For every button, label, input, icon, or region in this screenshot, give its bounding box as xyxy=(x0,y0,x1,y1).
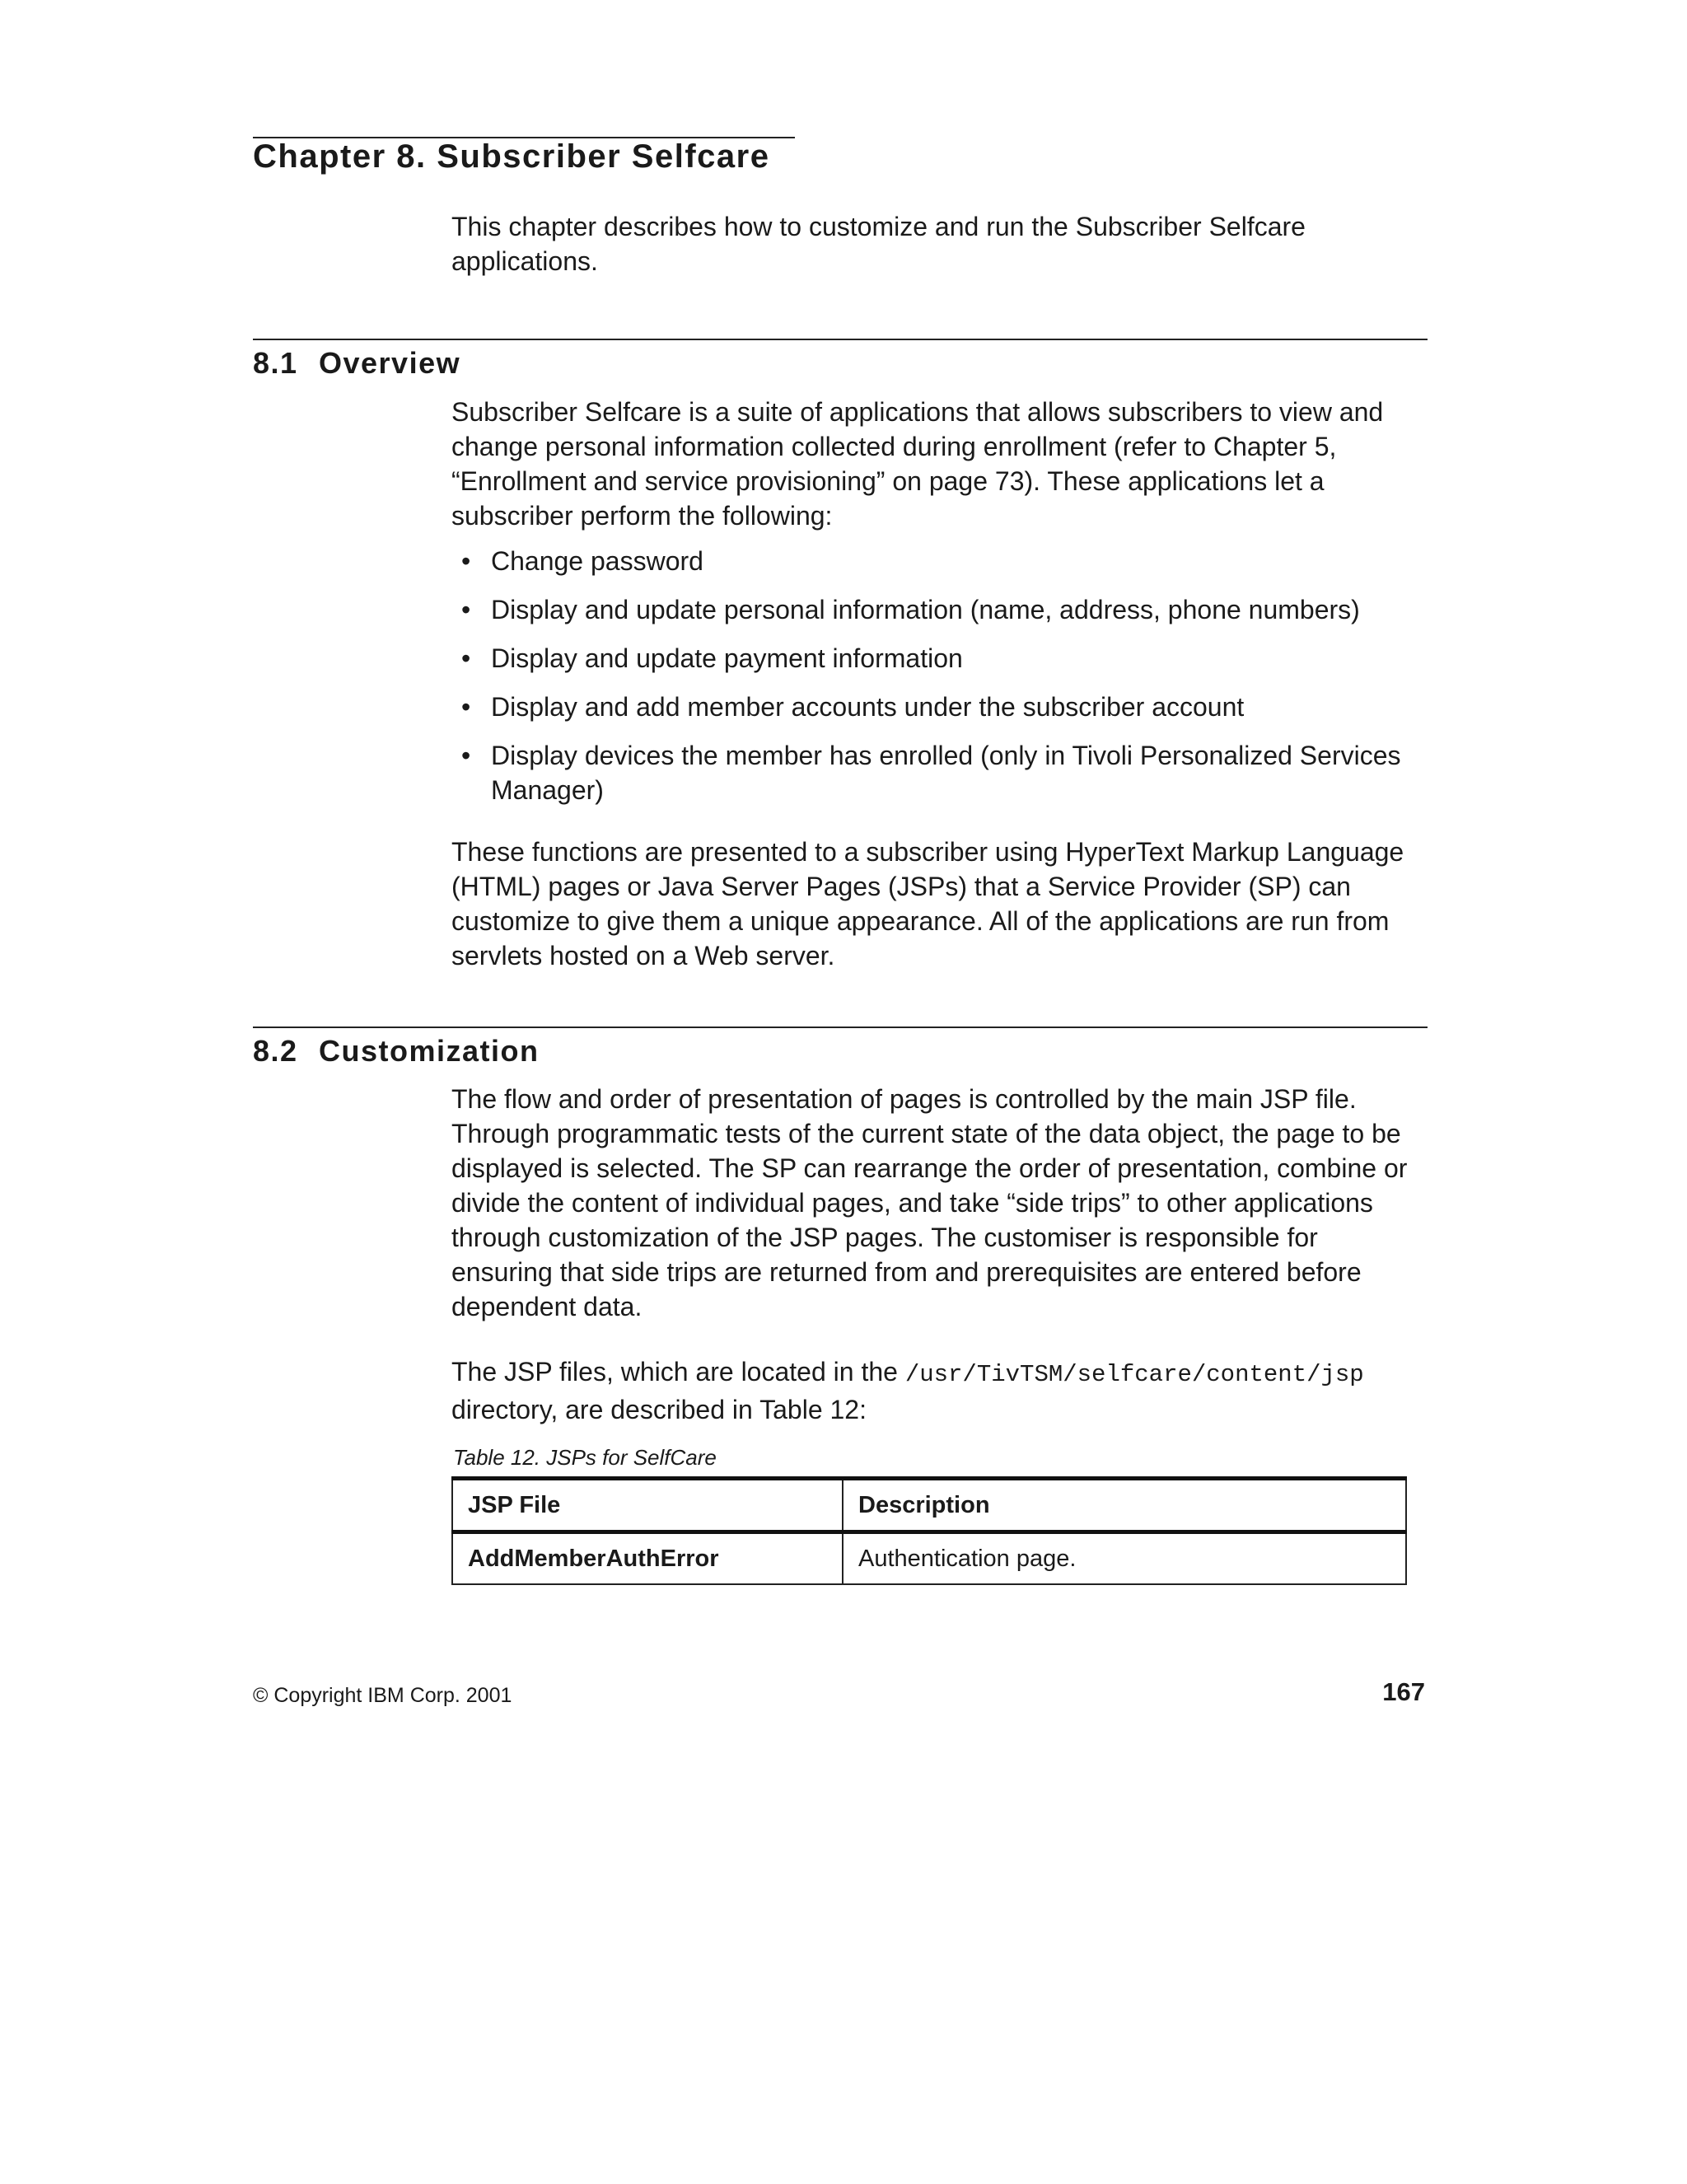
section-heading-overview xyxy=(253,344,460,382)
customization-paragraph-1: The flow and order of presentation of pages is controlled by the main JSP file. Through programmatic tests of the current state of the data object, the page to be displayed is selected. The SP can rearrange the order of presentation, combine or divide the content of individual pages, and take “side trips” to other applications through customization of the JSP pages. The customiser is responsible for ensuring that side trips are returned from and prerequisites are entered before dependent data. xyxy=(451,1084,1408,1321)
list-item: • Display and update payment information xyxy=(461,641,1433,676)
section-rule-customization xyxy=(253,1027,1428,1028)
paragraph-text: The JSP files, which are located in the xyxy=(451,1357,905,1387)
table-caption: Table 12. JSPs for SelfCare xyxy=(453,1445,717,1470)
list-item: • Display and update personal information (name, address, phone numbers) xyxy=(461,592,1433,627)
footer-copyright: © Copyright IBM Corp. 2001 xyxy=(253,1684,512,1707)
section-number: 8.2 xyxy=(253,1034,298,1068)
feature-list xyxy=(461,544,1433,821)
section-heading-text: Overview xyxy=(319,346,461,380)
list-item: • Display and add member accounts under the subscriber account xyxy=(461,690,1433,724)
section-heading-text: Customization xyxy=(319,1034,540,1068)
column-header-jsp-file: JSP File xyxy=(452,1479,843,1532)
directory-path: /usr/TivTSM/selfcare/content/jsp xyxy=(904,1361,1364,1388)
table-cell-jsp-file: AddMemberAuthError xyxy=(452,1532,843,1585)
table-cell-description: Authentication page. xyxy=(843,1532,1406,1585)
section-rule-overview xyxy=(253,339,1428,340)
table-header-row xyxy=(452,1479,1406,1532)
overview-paragraph-1: Subscriber Selfcare is a suite of applications that allows subscribers to view and change personal information collected during enrollment (refer to Chapter 5, “Enrollment and service provisioning” on page 73). These applications let a subscriber perform the following: xyxy=(451,397,1384,531)
table-row xyxy=(452,1532,1406,1585)
section-heading-customization xyxy=(253,1032,540,1070)
column-header-description: Description xyxy=(843,1479,1406,1532)
overview-paragraph-2: These functions are presented to a subscriber using HyperText Markup Language (HTML) pages or Java Server Pages (JSPs) that a Service Provider (SP) can customize to give them a unique appearance. All of the applications are run from servlets hosted on a Web server. xyxy=(451,837,1404,970)
paragraph-text: directory, are described in Table 12: xyxy=(451,1395,867,1424)
list-item: • Display devices the member has enrolled (only in Tivoli Personalized Services Manager) xyxy=(461,738,1433,807)
section-number: 8.1 xyxy=(253,346,298,380)
chapter-title: Chapter 8. Subscriber Selfcare xyxy=(253,138,770,175)
list-item: • Change password xyxy=(461,544,1433,578)
page-number: 167 xyxy=(1382,1677,1425,1706)
customization-paragraph-2 xyxy=(451,1354,1423,1427)
jsp-table xyxy=(451,1476,1407,1585)
chapter-intro: This chapter describes how to customize and run the Subscriber Selfcare applications. xyxy=(451,212,1306,276)
